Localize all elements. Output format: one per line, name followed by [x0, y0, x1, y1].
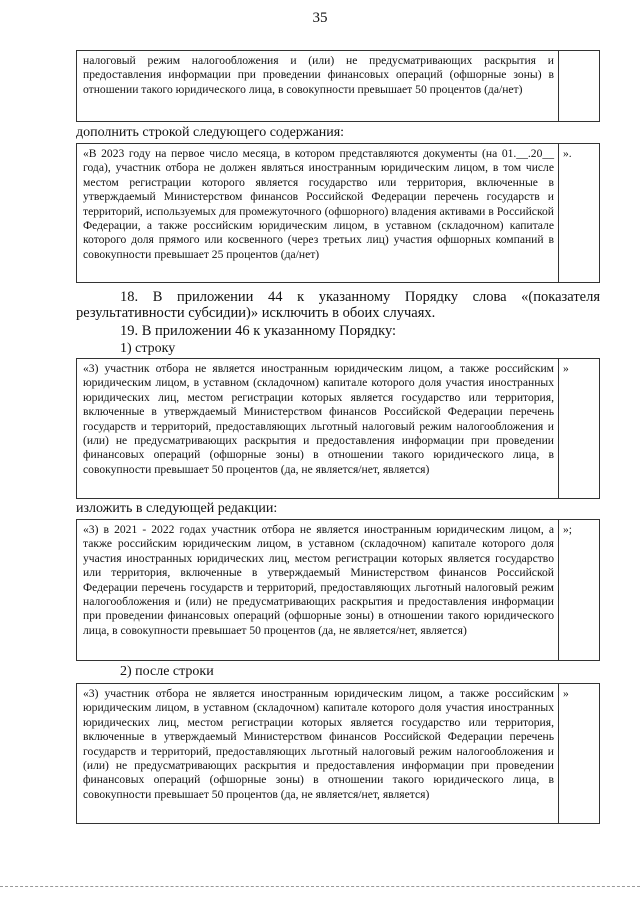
table-cell-text: налоговый режим налогообложения и (или) не предусматривающих раскрытия и предоставления информации при проведении финансовых операций (офшорные зоны) в отношении такого юридического лица, в совокупности превышает 50 процентов (да/нет) [77, 51, 559, 121]
paragraph-18: 18. В приложении 44 к указанному Порядку слова «(показателя результативности субсидии)» исключить в обоих случаях. [76, 289, 600, 321]
table-cell-text: «3) в 2021 - 2022 годах участник отбора не является иностранным юридическим лицом, а также российским юридическим лицом, в уставном (складочном) капитале которого доля участия иностранных юридических лиц, местом регистрации которых является государство или территория, включенные в утверждаемый Министерством финансов Российской Федерации перечень государств и территорий, предоставляющих льготный налоговый режим налогообложения и (или) не предусматривающих раскрытия и предоставления информации при проведении финансовых операций (офшорные зоны) в отношении такого юридического лица, в совокупности превышает 50 процентов (да, не является/нет, является) [77, 520, 559, 660]
page-bottom-rule [0, 886, 640, 887]
table-cell-text: «3) участник отбора не является иностранным юридическим лицом, а также российским юридическим лицом, в уставном (складочном) капитале которого доля участия иностранных юридических лиц, местом регистрации которых является государство или территория, включенные в утверждаемый Министерством финансов Российской Федерации перечень государств и территорий, предоставляющих льготный налоговый режим налогообложения и (или) не предусматривающих раскрытия и предоставления информации при проведении финансовых операций (офшорные зоны) в отношении такого юридического лица, в совокупности превышает 50 процентов (да, не является/нет, является) [77, 359, 559, 498]
table-cell-text: «В 2023 году на первое число месяца, в котором представляются документы (на 01.__.20__ года), участник отбора не должен являться иностранным юридическим лицом, в том числе местом регистрации которого является государство или территория, включенные в утверждаемый Министерством финансов Российской Федерации перечень государств и территорий, используемых для промежуточного (офшорного) владения активами в Российской Федерации, а также российским юридическим лицом, в уставном (складочном) капитале которого доля прямого или косвенного (через третьих лиц) участия офшорных компаний в совокупности превышает 25 процентов (да/нет) [77, 144, 559, 282]
table-row-fragment [76, 50, 600, 122]
revised-table-row [76, 519, 600, 661]
table-cell-text: «3) участник отбора не является иностранным юридическим лицом, а также российским юридическим лицом, в уставном (складочном) капитале которого доля участия иностранных юридических лиц, местом регистрации которых является государство или территория, включенные в утверждаемый Министерством финансов Российской Федерации перечень государств и территорий, предоставляющих льготный налоговый режим налогообложения и (или) не предусматривающих раскрытия и предоставления информации при проведении финансовых операций (офшорные зоны) в отношении такого юридического лица, в совокупности превышает 50 процентов (да, не является/нет, является) [77, 684, 559, 823]
instruction-supplement: дополнить строкой следующего содержания: [76, 125, 345, 140]
subitem-1-label: 1) строку [120, 341, 176, 356]
page-number: 35 [312, 10, 328, 26]
table-cell-value [559, 51, 599, 121]
old-table-row [76, 358, 600, 499]
new-table-row [76, 143, 600, 283]
table-cell-value: ». [563, 147, 572, 160]
instruction-new-edition: изложить в следующей редакции: [76, 501, 278, 516]
table-cell-value: »; [563, 523, 573, 536]
paragraph-19: 19. В приложении 46 к указанному Порядку: [120, 323, 397, 339]
subitem-2-label: 2) после строки [120, 664, 214, 679]
table-cell-value: » [563, 687, 569, 700]
reference-table-row [76, 683, 600, 824]
table-cell-value: » [563, 362, 569, 375]
